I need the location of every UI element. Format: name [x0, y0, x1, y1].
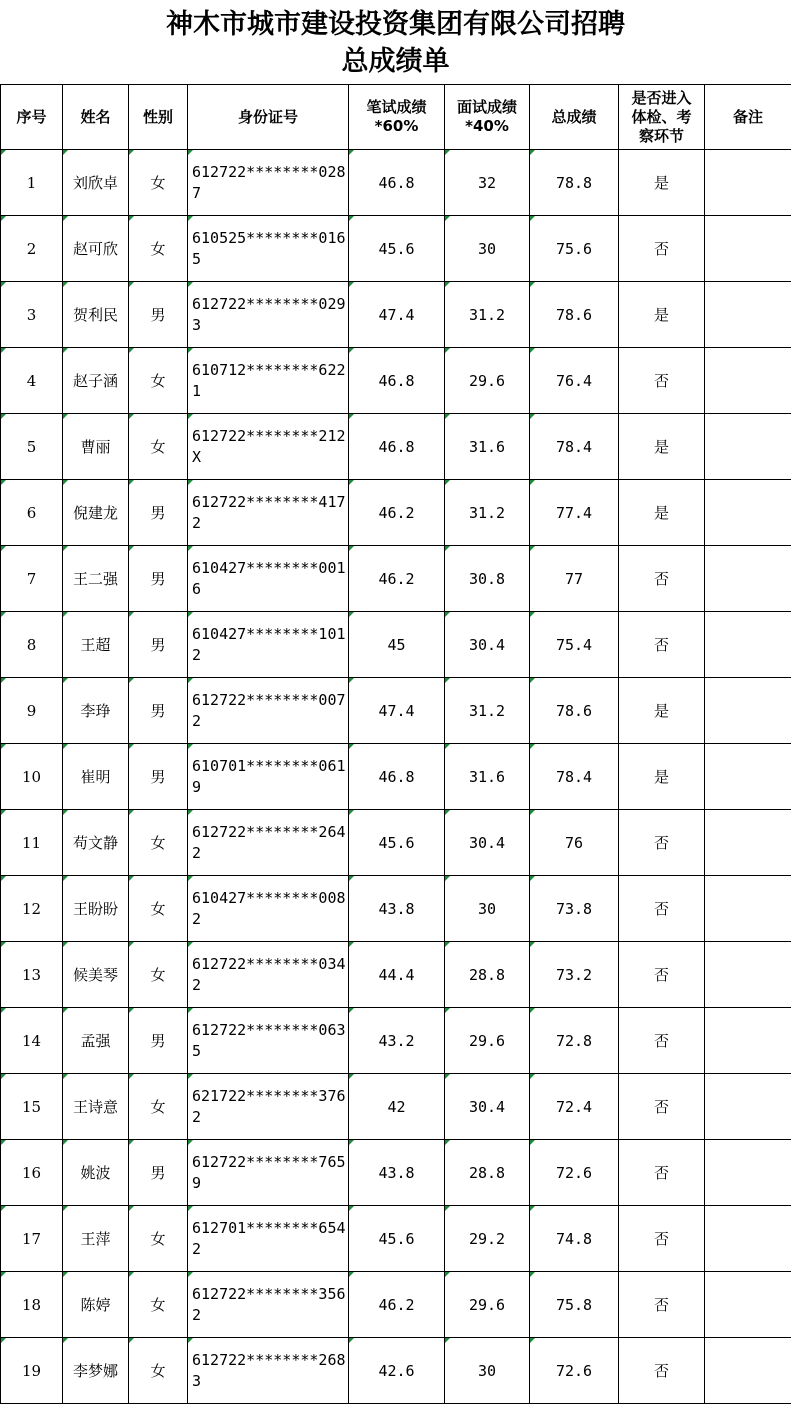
cell-total-score: 72.6 — [530, 1140, 619, 1206]
cell-interview-score: 30.4 — [445, 810, 530, 876]
header-written-line-1: 笔试成绩 — [366, 98, 427, 116]
cell-seq: 6 — [1, 480, 63, 546]
cell-total-score: 72.8 — [530, 1008, 619, 1074]
header-interview-line-2: *40% — [465, 117, 509, 135]
cell-seq: 7 — [1, 546, 63, 612]
cell-gender: 男 — [129, 612, 188, 678]
table-row — [1, 678, 791, 744]
cell-remark — [705, 546, 791, 612]
cell-id: 612722********0072 — [188, 678, 349, 744]
cell-total-score: 75.8 — [530, 1272, 619, 1338]
cell-written-score: 46.8 — [349, 348, 445, 414]
title-line-2: 总成绩单 — [341, 46, 450, 77]
cell-written-score: 46.2 — [349, 1272, 445, 1338]
title-line-1: 神木市城市建设投资集团有限公司招聘 — [166, 9, 625, 40]
cell-seq: 13 — [1, 942, 63, 1008]
cell-gender: 女 — [129, 1074, 188, 1140]
cell-gender: 女 — [129, 150, 188, 216]
cell-interview-score: 31.6 — [445, 744, 530, 810]
cell-written-score: 43.8 — [349, 876, 445, 942]
cell-advance: 是 — [619, 150, 705, 216]
cell-gender: 女 — [129, 1338, 188, 1404]
cell-remark — [705, 678, 791, 744]
cell-advance: 否 — [619, 216, 705, 282]
cell-seq: 1 — [1, 150, 63, 216]
cell-id: 610427********1012 — [188, 612, 349, 678]
table-body — [1, 150, 791, 1404]
cell-advance: 否 — [619, 876, 705, 942]
cell-total-score: 78.6 — [530, 678, 619, 744]
cell-total-score: 77.4 — [530, 480, 619, 546]
cell-gender: 女 — [129, 942, 188, 1008]
cell-gender: 女 — [129, 348, 188, 414]
cell-total-score: 73.2 — [530, 942, 619, 1008]
header-advance-line-2: 体检、考 — [631, 107, 692, 126]
cell-total-score: 78.4 — [530, 414, 619, 480]
cell-id: 621722********3762 — [188, 1074, 349, 1140]
table-row — [1, 348, 791, 414]
cell-total-score: 78.6 — [530, 282, 619, 348]
cell-remark — [705, 810, 791, 876]
cell-name: 王超 — [63, 612, 129, 678]
cell-advance: 否 — [619, 1008, 705, 1074]
cell-written-score: 47.4 — [349, 678, 445, 744]
cell-total-score: 73.8 — [530, 876, 619, 942]
cell-advance: 否 — [619, 1338, 705, 1404]
cell-name: 赵子涵 — [63, 348, 129, 414]
cell-name: 倪建龙 — [63, 480, 129, 546]
header-seq: 序号 — [1, 85, 63, 150]
cell-remark — [705, 1272, 791, 1338]
cell-total-score: 78.4 — [530, 744, 619, 810]
table-row — [1, 942, 791, 1008]
table-row — [1, 612, 791, 678]
cell-written-score: 45.6 — [349, 810, 445, 876]
cell-name: 孟强 — [63, 1008, 129, 1074]
cell-remark — [705, 348, 791, 414]
cell-interview-score: 29.6 — [445, 1272, 530, 1338]
header-interview-score — [445, 85, 530, 150]
cell-written-score: 44.4 — [349, 942, 445, 1008]
cell-seq: 14 — [1, 1008, 63, 1074]
cell-gender: 男 — [129, 1008, 188, 1074]
cell-interview-score: 31.2 — [445, 678, 530, 744]
cell-remark — [705, 612, 791, 678]
cell-advance: 否 — [619, 1140, 705, 1206]
cell-name: 刘欣卓 — [63, 150, 129, 216]
cell-advance: 是 — [619, 414, 705, 480]
cell-gender: 男 — [129, 480, 188, 546]
cell-gender: 男 — [129, 282, 188, 348]
cell-written-score: 46.2 — [349, 480, 445, 546]
cell-written-score: 46.2 — [349, 546, 445, 612]
cell-seq: 9 — [1, 678, 63, 744]
document-title — [0, 6, 791, 80]
header-interview-line-1: 面试成绩 — [456, 98, 517, 116]
table-row — [1, 480, 791, 546]
cell-total-score: 76 — [530, 810, 619, 876]
table-row — [1, 1206, 791, 1272]
table-row — [1, 1074, 791, 1140]
cell-id: 610701********0619 — [188, 744, 349, 810]
table-row — [1, 810, 791, 876]
cell-id: 610712********6221 — [188, 348, 349, 414]
cell-remark — [705, 1008, 791, 1074]
cell-seq: 18 — [1, 1272, 63, 1338]
cell-written-score: 45.6 — [349, 216, 445, 282]
cell-seq: 5 — [1, 414, 63, 480]
cell-seq: 12 — [1, 876, 63, 942]
cell-seq: 15 — [1, 1074, 63, 1140]
table-header — [1, 85, 791, 150]
cell-total-score: 76.4 — [530, 348, 619, 414]
cell-gender: 女 — [129, 1206, 188, 1272]
cell-seq: 8 — [1, 612, 63, 678]
header-advance — [619, 85, 705, 150]
cell-id: 612722********3562 — [188, 1272, 349, 1338]
cell-id: 612722********0287 — [188, 150, 349, 216]
table-row — [1, 1008, 791, 1074]
cell-advance: 否 — [619, 942, 705, 1008]
cell-remark — [705, 1140, 791, 1206]
cell-written-score: 47.4 — [349, 282, 445, 348]
cell-written-score: 42.6 — [349, 1338, 445, 1404]
cell-written-score: 45.6 — [349, 1206, 445, 1272]
cell-total-score: 72.6 — [530, 1338, 619, 1404]
cell-interview-score: 29.2 — [445, 1206, 530, 1272]
cell-name: 王二强 — [63, 546, 129, 612]
cell-name: 曹丽 — [63, 414, 129, 480]
cell-gender: 女 — [129, 810, 188, 876]
table-row — [1, 1272, 791, 1338]
cell-written-score: 43.8 — [349, 1140, 445, 1206]
header-gender: 性别 — [129, 85, 188, 150]
cell-remark — [705, 1338, 791, 1404]
cell-seq: 10 — [1, 744, 63, 810]
table-row — [1, 546, 791, 612]
cell-id: 612722********212X — [188, 414, 349, 480]
cell-remark — [705, 876, 791, 942]
cell-name: 苟文静 — [63, 810, 129, 876]
header-remark: 备注 — [705, 85, 791, 150]
cell-interview-score: 30.4 — [445, 1074, 530, 1140]
header-written-line-2: *60% — [374, 117, 419, 135]
cell-interview-score: 29.6 — [445, 348, 530, 414]
cell-remark — [705, 216, 791, 282]
cell-seq: 11 — [1, 810, 63, 876]
cell-total-score: 75.4 — [530, 612, 619, 678]
cell-advance: 否 — [619, 810, 705, 876]
header-row — [1, 85, 791, 150]
cell-interview-score: 30.4 — [445, 612, 530, 678]
cell-id: 610427********0016 — [188, 546, 349, 612]
cell-remark — [705, 1206, 791, 1272]
score-table — [0, 84, 791, 1404]
cell-gender: 女 — [129, 414, 188, 480]
cell-name: 赵可欣 — [63, 216, 129, 282]
cell-gender: 男 — [129, 546, 188, 612]
cell-name: 贺利民 — [63, 282, 129, 348]
cell-name: 候美琴 — [63, 942, 129, 1008]
cell-total-score: 74.8 — [530, 1206, 619, 1272]
table-row — [1, 1140, 791, 1206]
cell-interview-score: 29.6 — [445, 1008, 530, 1074]
cell-interview-score: 32 — [445, 150, 530, 216]
cell-name: 姚波 — [63, 1140, 129, 1206]
cell-interview-score: 28.8 — [445, 1140, 530, 1206]
cell-name: 陈婷 — [63, 1272, 129, 1338]
header-advance-line-3: 察环节 — [638, 126, 684, 145]
table-row — [1, 1338, 791, 1404]
cell-name: 崔明 — [63, 744, 129, 810]
cell-id: 612722********0342 — [188, 942, 349, 1008]
cell-id: 612701********6542 — [188, 1206, 349, 1272]
cell-written-score: 46.8 — [349, 150, 445, 216]
cell-interview-score: 31.2 — [445, 282, 530, 348]
cell-name: 王诗意 — [63, 1074, 129, 1140]
cell-advance: 是 — [619, 744, 705, 810]
header-name: 姓名 — [63, 85, 129, 150]
cell-id: 610427********0082 — [188, 876, 349, 942]
cell-id: 612722********2683 — [188, 1338, 349, 1404]
cell-remark — [705, 414, 791, 480]
cell-name: 李琤 — [63, 678, 129, 744]
cell-written-score: 46.8 — [349, 414, 445, 480]
cell-interview-score: 30 — [445, 216, 530, 282]
cell-name: 王盼盼 — [63, 876, 129, 942]
cell-total-score: 78.8 — [530, 150, 619, 216]
cell-id: 612722********0635 — [188, 1008, 349, 1074]
cell-advance: 否 — [619, 1074, 705, 1140]
header-advance-line-1: 是否进入 — [631, 88, 692, 107]
cell-advance: 是 — [619, 282, 705, 348]
cell-advance: 否 — [619, 546, 705, 612]
cell-written-score: 42 — [349, 1074, 445, 1140]
cell-name: 王萍 — [63, 1206, 129, 1272]
cell-remark — [705, 744, 791, 810]
cell-remark — [705, 150, 791, 216]
cell-total-score: 75.6 — [530, 216, 619, 282]
cell-gender: 男 — [129, 744, 188, 810]
cell-advance: 是 — [619, 480, 705, 546]
cell-seq: 3 — [1, 282, 63, 348]
cell-remark — [705, 942, 791, 1008]
table-row — [1, 414, 791, 480]
cell-gender: 女 — [129, 216, 188, 282]
cell-total-score: 72.4 — [530, 1074, 619, 1140]
cell-id: 612722********0293 — [188, 282, 349, 348]
cell-total-score: 77 — [530, 546, 619, 612]
table-row — [1, 282, 791, 348]
cell-interview-score: 28.8 — [445, 942, 530, 1008]
cell-remark — [705, 1074, 791, 1140]
cell-name: 李梦娜 — [63, 1338, 129, 1404]
header-id: 身份证号 — [188, 85, 349, 150]
cell-remark — [705, 480, 791, 546]
cell-gender: 女 — [129, 876, 188, 942]
cell-interview-score: 30 — [445, 1338, 530, 1404]
cell-advance: 否 — [619, 612, 705, 678]
cell-written-score: 43.2 — [349, 1008, 445, 1074]
cell-seq: 2 — [1, 216, 63, 282]
cell-written-score: 46.8 — [349, 744, 445, 810]
cell-advance: 否 — [619, 348, 705, 414]
cell-seq: 19 — [1, 1338, 63, 1404]
cell-interview-score: 30.8 — [445, 546, 530, 612]
header-total-score: 总成绩 — [530, 85, 619, 150]
cell-gender: 男 — [129, 1140, 188, 1206]
cell-written-score: 45 — [349, 612, 445, 678]
cell-id: 612722********7659 — [188, 1140, 349, 1206]
cell-seq: 4 — [1, 348, 63, 414]
table-row — [1, 150, 791, 216]
cell-id: 612722********4172 — [188, 480, 349, 546]
table-row — [1, 876, 791, 942]
cell-id: 612722********2642 — [188, 810, 349, 876]
cell-interview-score: 31.6 — [445, 414, 530, 480]
header-written-score — [349, 85, 445, 150]
cell-remark — [705, 282, 791, 348]
cell-advance: 否 — [619, 1272, 705, 1338]
cell-id: 610525********0165 — [188, 216, 349, 282]
table-row — [1, 744, 791, 810]
cell-advance: 否 — [619, 1206, 705, 1272]
cell-interview-score: 30 — [445, 876, 530, 942]
cell-seq: 17 — [1, 1206, 63, 1272]
table-row — [1, 216, 791, 282]
cell-gender: 男 — [129, 678, 188, 744]
cell-seq: 16 — [1, 1140, 63, 1206]
cell-interview-score: 31.2 — [445, 480, 530, 546]
cell-gender: 女 — [129, 1272, 188, 1338]
cell-advance: 是 — [619, 678, 705, 744]
